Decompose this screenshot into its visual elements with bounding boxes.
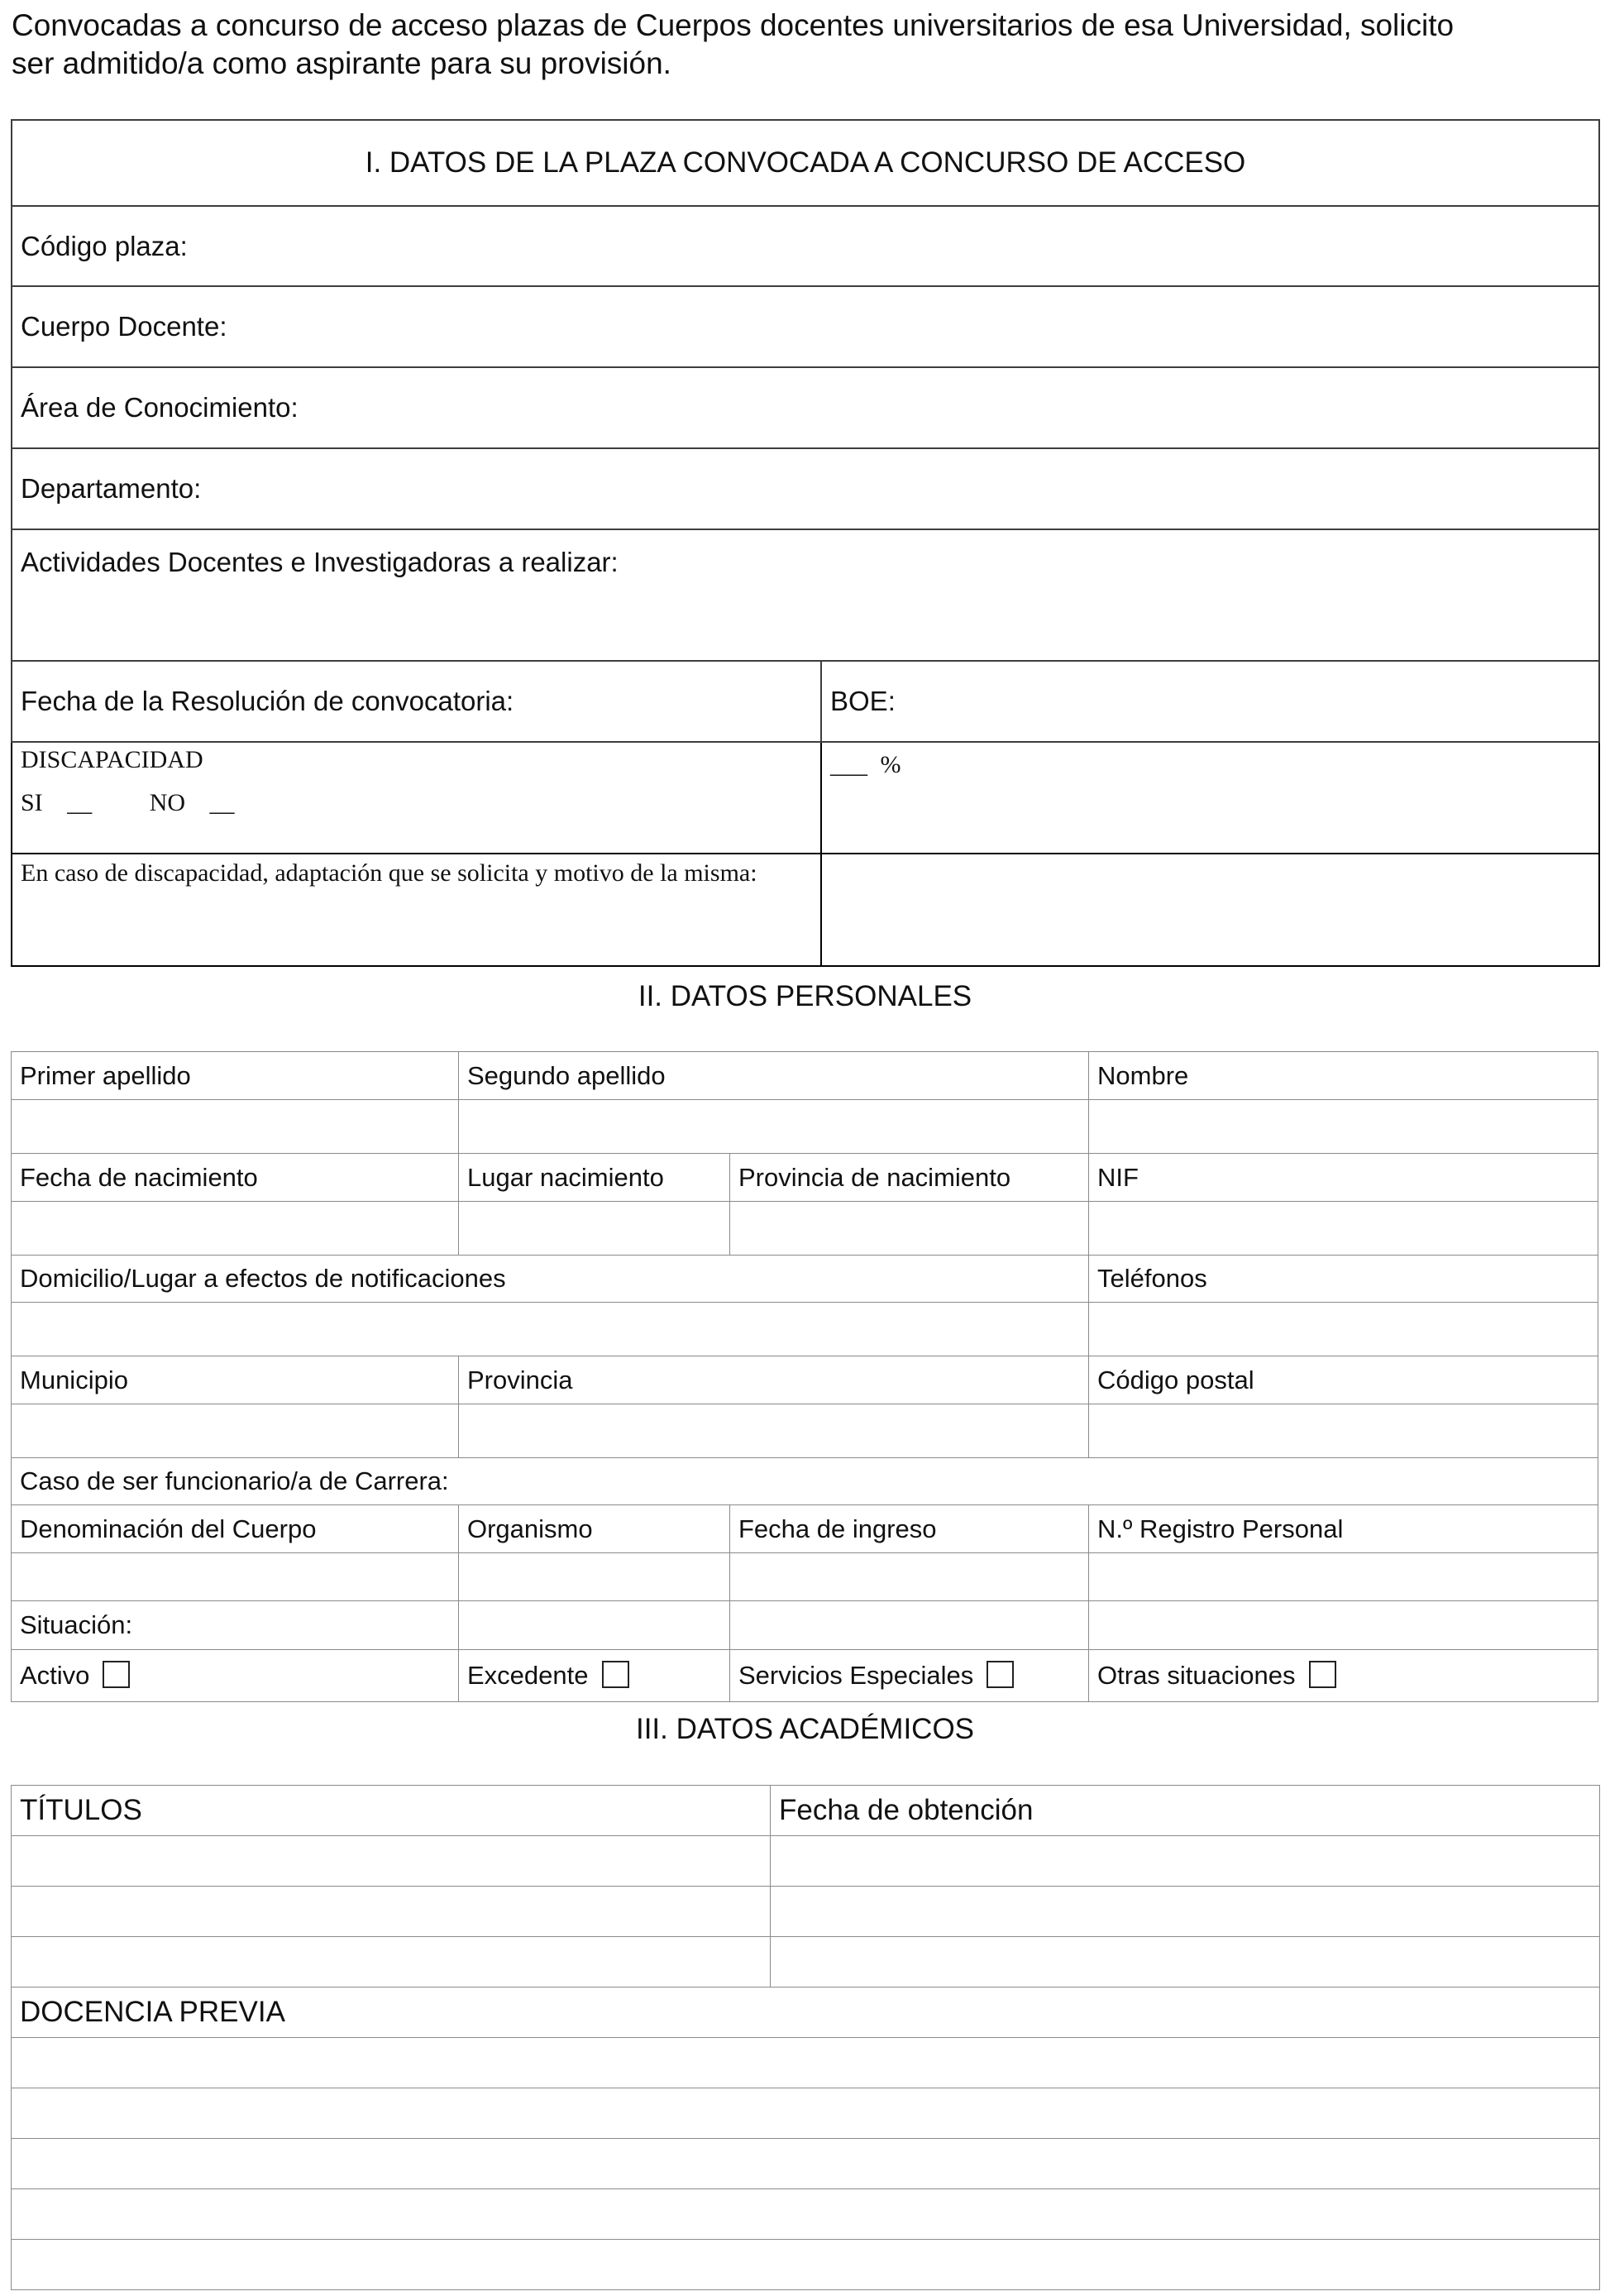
fecha-nacimiento-input[interactable] [12,1202,459,1256]
intro-line-1: Convocadas a concurso de acceso plazas de Cuerpos docentes universitarios de esa Universidad, solicito [12,8,1455,42]
section-1-title: I. DATOS DE LA PLAZA CONVOCADA A CONCURSO DE ACCESO [12,120,1599,206]
nombre-input[interactable] [1089,1100,1598,1154]
servicios-especiales-checkbox[interactable] [987,1661,1014,1688]
no-label: NO [149,789,186,816]
nif-label: NIF [1089,1154,1598,1202]
percent-blank[interactable]: ___ [830,751,867,778]
registro-personal-label: N.º Registro Personal [1089,1505,1598,1553]
servicios-especiales-option[interactable] [730,1650,1089,1702]
otras-situaciones-checkbox[interactable] [1309,1661,1336,1688]
section-2-title: II. DATOS PERSONALES [638,980,972,1012]
nombre-label: Nombre [1089,1052,1598,1100]
municipio-input[interactable] [12,1404,459,1458]
docencia-previa-input[interactable] [12,2139,1600,2189]
primer-apellido-label: Primer apellido [12,1052,459,1100]
servicios-especiales-label: Servicios Especiales [738,1660,974,1690]
fecha-ingreso-label: Fecha de ingreso [730,1505,1089,1553]
departamento-field[interactable]: Departamento: [12,448,1599,529]
excedente-checkbox[interactable] [602,1661,629,1688]
docencia-previa-input[interactable] [12,2240,1600,2290]
primer-apellido-input[interactable] [12,1100,459,1154]
adaptacion-label: En caso de discapacidad, adaptación que se solicita y motivo de la misma: [12,854,821,966]
si-blank[interactable]: __ [67,789,93,816]
fecha-resolucion-field[interactable]: Fecha de la Resolución de convocatoria: [12,661,821,742]
area-conocimiento-field[interactable]: Área de Conocimiento: [12,367,1599,448]
segundo-apellido-input[interactable] [459,1100,1089,1154]
cuerpo-docente-field[interactable]: Cuerpo Docente: [12,286,1599,367]
excedente-option[interactable] [459,1650,730,1702]
docencia-previa-input[interactable] [12,2038,1600,2088]
segundo-apellido-label: Segundo apellido [459,1052,1089,1100]
titulo-input[interactable] [12,1836,771,1887]
codigo-postal-input[interactable] [1089,1404,1598,1458]
municipio-label: Municipio [12,1356,459,1404]
provincia-input[interactable] [459,1404,1089,1458]
fecha-obtencion-label: Fecha de obtención [771,1786,1600,1836]
discapacidad-label: DISCAPACIDAD [21,746,203,773]
nif-input[interactable] [1089,1202,1598,1256]
fecha-obtencion-input[interactable] [771,1836,1600,1887]
otras-situaciones-option[interactable] [1089,1650,1598,1702]
denominacion-cuerpo-input[interactable] [12,1553,459,1601]
activo-option[interactable] [12,1650,459,1702]
section-3-table [11,1785,1600,2290]
titulos-label: TÍTULOS [12,1786,771,1836]
domicilio-label: Domicilio/Lugar a efectos de notificaciones [12,1256,1089,1303]
discapacidad-field[interactable] [12,742,821,854]
situacion-label: Situación: [12,1601,459,1650]
provincia-label: Provincia [459,1356,1089,1404]
domicilio-input[interactable] [12,1303,1089,1356]
docencia-previa-label: DOCENCIA PREVIA [12,1987,1600,2038]
activo-checkbox[interactable] [103,1661,130,1688]
discapacidad-options [21,789,812,817]
actividades-field[interactable]: Actividades Docentes e Investigadoras a realizar: [12,529,1599,661]
fecha-obtencion-input[interactable] [771,1937,1600,1987]
codigo-postal-label: Código postal [1089,1356,1598,1404]
titulo-input[interactable] [12,1887,771,1937]
registro-personal-input[interactable] [1089,1553,1598,1601]
situacion-cell-3 [730,1601,1089,1650]
lugar-nacimiento-input[interactable] [459,1202,730,1256]
denominacion-cuerpo-label: Denominación del Cuerpo [12,1505,459,1553]
docencia-previa-input[interactable] [12,2189,1600,2240]
adaptacion-field[interactable] [821,854,1599,966]
boe-field[interactable]: BOE: [821,661,1599,742]
section-3-title: III. DATOS ACADÉMICOS [635,1713,975,1745]
percent-sign: % [880,751,901,778]
telefonos-input[interactable] [1089,1303,1598,1356]
fecha-nacimiento-label: Fecha de nacimiento [12,1154,459,1202]
si-label: SI [21,789,43,816]
intro-line-2: ser admitido/a como aspirante para su provisión. [12,46,671,80]
funcionario-label: Caso de ser funcionario/a de Carrera: [12,1458,1598,1505]
discapacidad-percent-field[interactable] [821,742,1599,854]
lugar-nacimiento-label: Lugar nacimiento [459,1154,730,1202]
organismo-input[interactable] [459,1553,730,1601]
telefonos-label: Teléfonos [1089,1256,1598,1303]
section-2-table [11,1051,1598,1702]
no-blank[interactable]: __ [209,789,235,816]
excedente-label: Excedente [467,1660,589,1690]
provincia-nacimiento-input[interactable] [730,1202,1089,1256]
situacion-cell-4 [1089,1601,1598,1650]
docencia-previa-input[interactable] [12,2088,1600,2139]
intro-text [12,7,1595,83]
section-1-table [11,119,1600,967]
fecha-ingreso-input[interactable] [730,1553,1089,1601]
organismo-label: Organismo [459,1505,730,1553]
titulo-input[interactable] [12,1937,771,1987]
situacion-cell-2 [459,1601,730,1650]
provincia-nacimiento-label: Provincia de nacimiento [730,1154,1089,1202]
fecha-obtencion-input[interactable] [771,1887,1600,1937]
codigo-plaza-field[interactable]: Código plaza: [12,206,1599,286]
activo-label: Activo [20,1660,90,1690]
otras-situaciones-label: Otras situaciones [1097,1660,1296,1690]
